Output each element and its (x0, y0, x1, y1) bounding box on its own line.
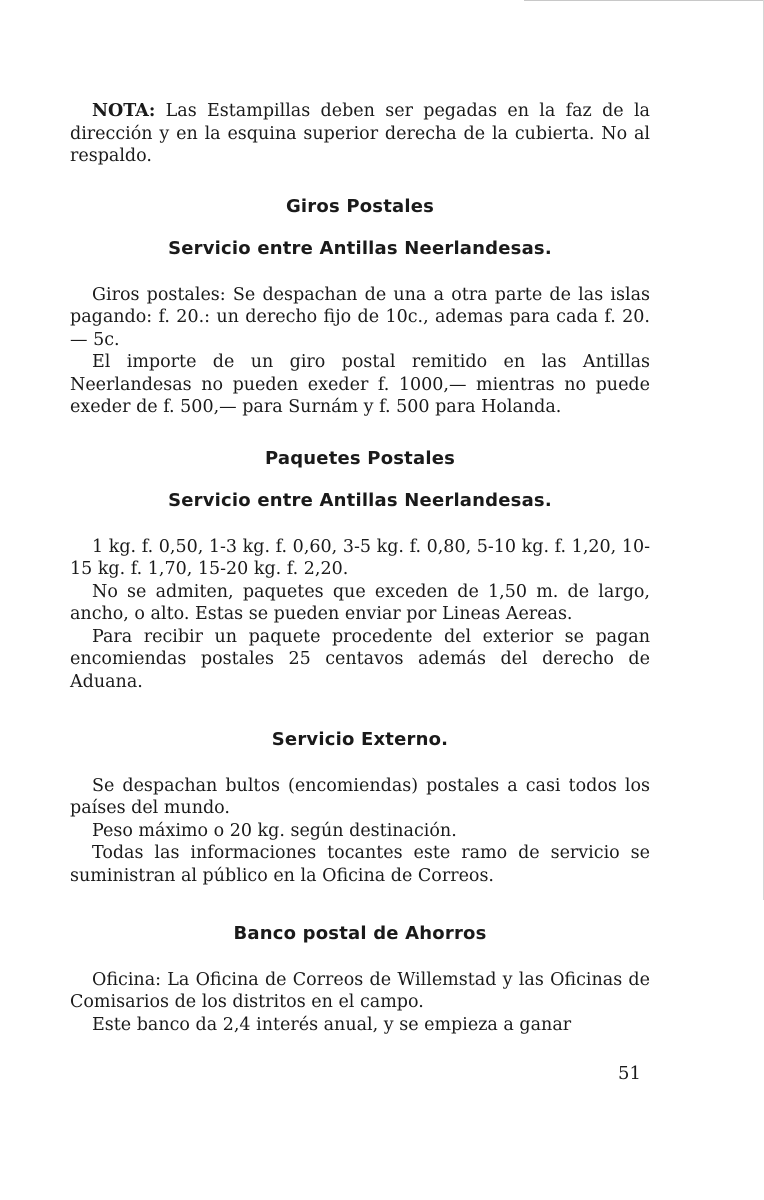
paquetes-paragraph-3: Para recibir un paquete procedente del exterior se pagan encomiendas postales 25 centavos además del derecho de Aduana. (70, 626, 650, 692)
externo-title: Servicio Externo. (271, 729, 449, 750)
externo-paragraph-3: Todas las informaciones tocantes este ramo de servicio se suministran al público en la Oficina de Correos. (70, 843, 650, 886)
nota-label: NOTA: (92, 101, 156, 121)
nota-paragraph (70, 100, 650, 168)
giros-section (70, 196, 650, 419)
banco-section (70, 923, 650, 1036)
page-content (70, 100, 650, 1036)
paquetes-title: Paquetes Postales (264, 447, 456, 469)
paquetes-paragraph-1: 1 kg. f. 0,50, 1-3 kg. f. 0,60, 3-5 kg. f. 0,80, 5-10 kg. f. 1,20, 10-15 kg. f. 1,70, 15-20 kg. f. 2,20. (70, 536, 650, 579)
banco-paragraph-2: Este banco da 2,4 interés anual, y se empieza a ganar (92, 1014, 572, 1035)
banco-title: Banco postal de Ahorros (233, 923, 487, 944)
page-number: 51 (618, 1063, 641, 1084)
externo-paragraph-1: Se despachan bultos (encomiendas) postales a casi todos los países del mundo. (70, 775, 650, 818)
giros-subtitle: Servicio entre Antillas Neerlandesas. (168, 238, 552, 259)
paquetes-subtitle: Servicio entre Antillas Neerlandesas. (168, 490, 552, 511)
paquetes-section (70, 448, 650, 694)
externo-paragraph-2: Peso máximo o 20 kg. según destinación. (92, 820, 457, 841)
banco-body (70, 969, 650, 1037)
banco-paragraph-1: Oficina: La Oficina de Correos de Willemstad y las Oficinas de Comisarios de los distritos en el campo. (70, 969, 650, 1012)
giros-paragraph-1: Giros postales: Se despachan de una a otra parte de las islas pagando: f. 20.: un derecho fijo de 10c., ademas para cada f. 20.— 5c. (70, 284, 650, 350)
giros-paragraph-2: El importe de un giro postal remitido en las Antillas Neerlandesas no pueden exeder f. 1000,— mientras no puede exeder de f. 500,— para Surnám y f. 500 para Holanda. (70, 352, 650, 417)
nota-text: Las Estampillas deben ser pegadas en la faz de la dirección y en la esquina superior derecha de la cubierta. No al respaldo. (70, 101, 650, 166)
paquetes-body (70, 536, 650, 694)
giros-title: Giros Postales (285, 195, 435, 217)
giros-body (70, 284, 650, 419)
paquetes-paragraph-2: No se admiten, paquetes que exceden de 1,50 m. de largo, ancho, o alto. Estas se pueden enviar por Lineas Aereas. (70, 581, 650, 624)
nota-section (70, 100, 650, 168)
externo-section (70, 729, 650, 887)
externo-body (70, 775, 650, 888)
top-edge-rule (524, 0, 764, 1)
